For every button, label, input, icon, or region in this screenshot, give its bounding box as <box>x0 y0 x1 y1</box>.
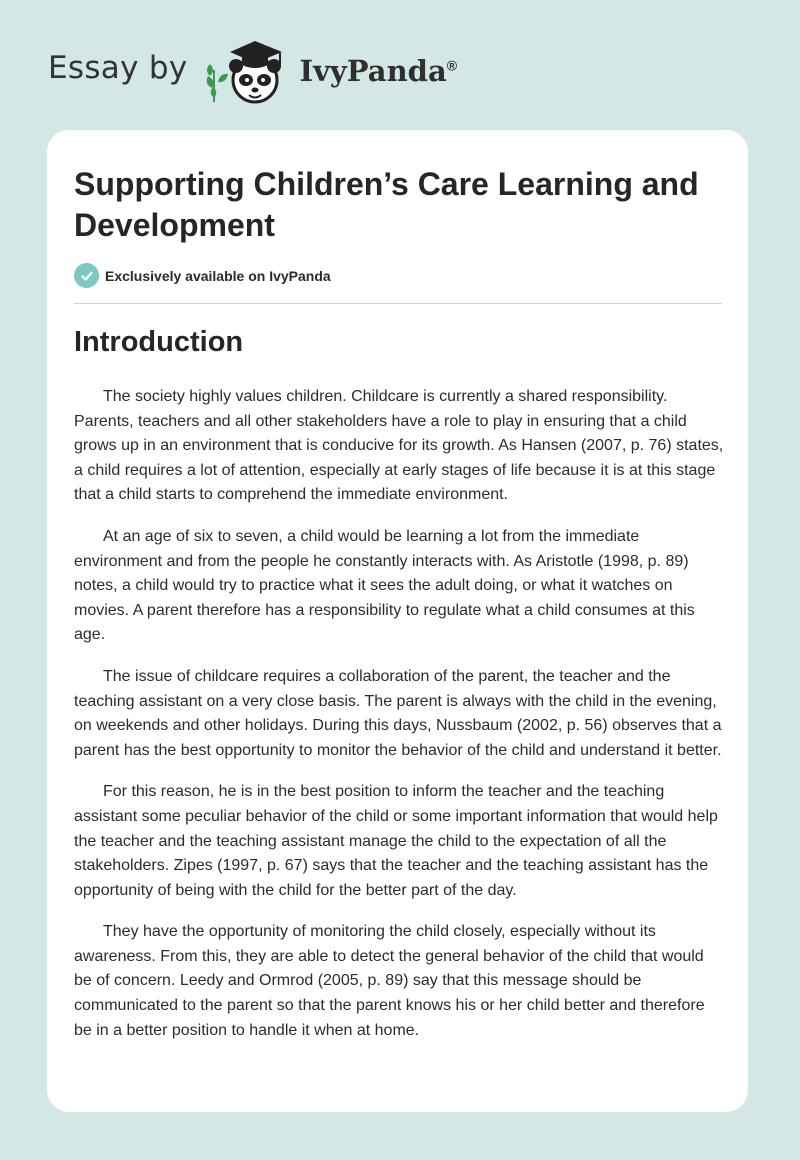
panda-graduate-icon <box>200 36 296 108</box>
exclusive-badge <box>74 263 331 288</box>
site-header <box>48 36 457 108</box>
paragraph: The issue of childcare requires a collaboration of the parent, the teacher and the teaching assistant on a very close basis. The parent is always with the child in the evening, on weekends and other holidays. During this days, Nussbaum (2002, p. 56) observes that a parent has the best opportunity to monitor the behavior of the child and understand it better. <box>74 667 722 759</box>
paragraph: The society highly values children. Childcare is currently a shared responsibility. Parents, teachers and all other stakeholders have a role to play in ensuring that a child grows up in an environment that is conducive for its growth. As Hansen (2007, p. 76) states, a child requires a lot of attention, especially at early stages of life because it is at this stage that a child starts to comprehend the immediate environment. <box>74 388 724 504</box>
divider <box>74 303 722 304</box>
check-circle-icon <box>74 263 99 288</box>
essay-body <box>74 385 724 1060</box>
section-heading: Introduction <box>74 326 244 358</box>
brand-name[interactable]: IvyPanda® <box>299 54 458 88</box>
essay-title: Supporting Children’s Care Learning and Development <box>74 166 699 243</box>
paragraph: For this reason, he is in the best position to inform the teacher and the teaching assistant some peculiar behavior of the child or some important information that would help the teacher and the teaching assistant manage the child to the expectation of all the stakeholders. Zipes (1997, p. 67) says that the teacher and the teaching assistant has the opportunity of being with the child for the better part of the day. <box>74 783 718 899</box>
exclusive-label: Exclusively available on IvyPanda <box>105 267 331 284</box>
paragraph: At an age of six to seven, a child would be learning a lot from the immediate environment and from the people he constantly interacts with. As Aristotle (1998, p. 89) notes, a child would try to practice what it sees the adult doing, or what it watches on movies. A parent therefore has a responsibility to regulate what a child consumes at this age. <box>74 527 695 644</box>
registered-mark: ® <box>446 57 458 74</box>
essay-by-label: Essay by <box>48 50 188 86</box>
paragraph: They have the opportunity of monitoring the child closely, especially without its awareness. From this, they are able to detect the general behavior of the child that would be of concern. Leedy and Ormrod (2005, p. 89) say that this message should be communicated to the parent so that the parent knows his or her child better and therefore be in a better position to handle it when at home. <box>74 923 705 1039</box>
essay-card <box>47 130 748 1112</box>
